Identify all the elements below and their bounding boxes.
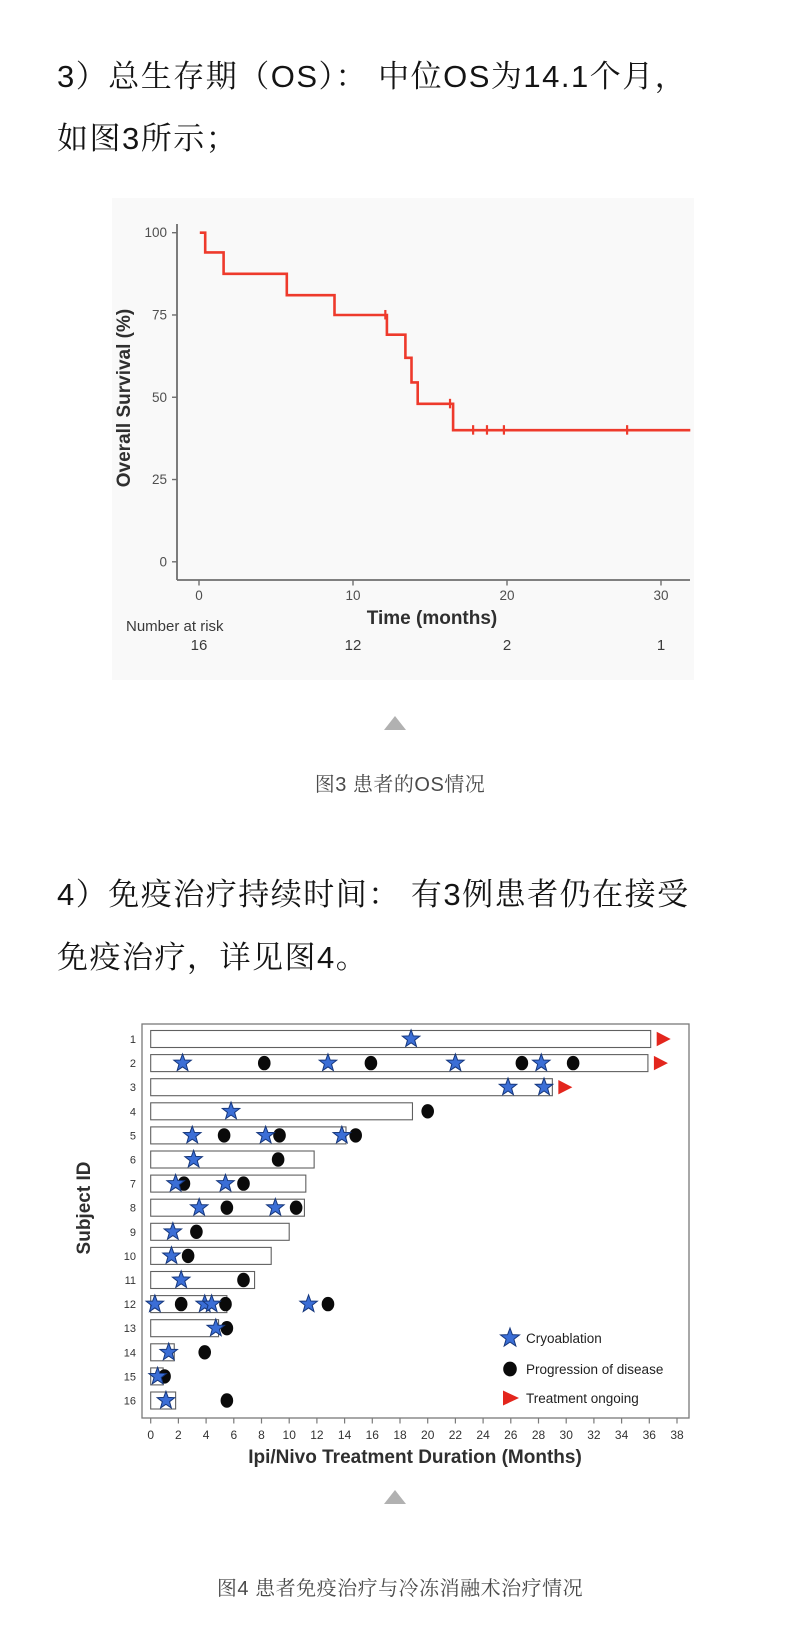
svg-text:Cryoablation: Cryoablation bbox=[526, 1331, 602, 1346]
svg-text:18: 18 bbox=[393, 1428, 407, 1442]
svg-text:8: 8 bbox=[129, 1202, 136, 1215]
svg-text:30: 30 bbox=[559, 1428, 573, 1442]
svg-text:28: 28 bbox=[531, 1428, 546, 1442]
svg-text:11: 11 bbox=[124, 1275, 136, 1287]
svg-text:15: 15 bbox=[123, 1371, 136, 1384]
svg-text:Progression of disease: Progression of disease bbox=[526, 1362, 664, 1377]
svg-text:6: 6 bbox=[230, 1428, 238, 1442]
svg-text:0: 0 bbox=[195, 588, 203, 603]
svg-text:4: 4 bbox=[129, 1106, 136, 1119]
svg-text:36: 36 bbox=[642, 1428, 656, 1442]
svg-text:20: 20 bbox=[499, 588, 515, 603]
paragraph-immuno-line1: 4）免疫治疗持续时间： 有3例患者仍在接受 bbox=[57, 877, 690, 912]
svg-text:30: 30 bbox=[653, 588, 669, 603]
svg-text:100: 100 bbox=[144, 225, 167, 241]
svg-text:2: 2 bbox=[175, 1428, 182, 1442]
svg-text:Treatment ongoing: Treatment ongoing bbox=[526, 1391, 639, 1406]
svg-text:3: 3 bbox=[129, 1082, 136, 1095]
svg-text:10: 10 bbox=[282, 1428, 296, 1442]
svg-text:38: 38 bbox=[670, 1428, 684, 1442]
svg-text:10: 10 bbox=[123, 1250, 136, 1263]
paragraph-os-line1: 3）总生存期（OS）： 中位OS为14.1个月， bbox=[57, 59, 688, 94]
paragraph-os-line2: 如图3所示； bbox=[57, 121, 239, 156]
svg-text:6: 6 bbox=[129, 1154, 136, 1167]
svg-text:8: 8 bbox=[258, 1428, 265, 1442]
svg-text:9: 9 bbox=[129, 1226, 136, 1239]
swimmer-chart bbox=[60, 990, 760, 1485]
svg-text:14: 14 bbox=[123, 1347, 136, 1360]
svg-text:2: 2 bbox=[129, 1058, 136, 1071]
svg-text:1: 1 bbox=[656, 637, 666, 654]
svg-text:10: 10 bbox=[345, 588, 361, 603]
svg-text:12: 12 bbox=[310, 1428, 324, 1442]
svg-text:16: 16 bbox=[365, 1428, 379, 1442]
svg-text:0: 0 bbox=[147, 1428, 155, 1442]
figure-swimmer-image bbox=[60, 990, 760, 1485]
svg-text:1: 1 bbox=[129, 1034, 136, 1046]
svg-text:20: 20 bbox=[421, 1428, 435, 1442]
svg-text:14: 14 bbox=[337, 1428, 352, 1442]
svg-text:4: 4 bbox=[202, 1428, 210, 1442]
svg-text:Overall Survival (%): Overall Survival (%) bbox=[114, 308, 135, 488]
figure3-caption: 图3 患者的OS情况 bbox=[314, 774, 486, 796]
svg-text:75: 75 bbox=[151, 307, 167, 323]
svg-text:32: 32 bbox=[587, 1428, 601, 1442]
svg-text:12: 12 bbox=[344, 637, 362, 654]
svg-text:24: 24 bbox=[476, 1428, 490, 1442]
svg-text:Time (months): Time (months) bbox=[366, 608, 498, 629]
svg-text:Ipi/Nivo Treatment Duration (M: Ipi/Nivo Treatment Duration (Months) bbox=[248, 1447, 582, 1468]
figure-os-km-image bbox=[112, 198, 694, 680]
svg-text:34: 34 bbox=[614, 1428, 629, 1442]
svg-text:0: 0 bbox=[159, 554, 167, 570]
svg-text:25: 25 bbox=[151, 472, 167, 488]
svg-text:7: 7 bbox=[129, 1178, 136, 1191]
svg-text:16: 16 bbox=[190, 637, 208, 654]
svg-text:Number at risk: Number at risk bbox=[126, 618, 224, 635]
svg-text:26: 26 bbox=[504, 1428, 518, 1442]
paragraph-immuno-line2: 免疫治疗，详见图4。 bbox=[57, 940, 369, 975]
os-km-chart bbox=[112, 198, 694, 680]
collapse-arrow-icon[interactable] bbox=[384, 716, 406, 730]
svg-text:22: 22 bbox=[448, 1428, 463, 1442]
svg-text:Subject ID: Subject ID bbox=[74, 1161, 95, 1255]
svg-text:16: 16 bbox=[123, 1395, 136, 1408]
svg-text:5: 5 bbox=[129, 1130, 136, 1143]
svg-text:13: 13 bbox=[123, 1323, 136, 1336]
svg-text:2: 2 bbox=[502, 637, 512, 654]
collapse-arrow-icon-2[interactable] bbox=[384, 1490, 406, 1504]
figure4-caption: 图4 患者免疫治疗与冷冻消融术治疗情况 bbox=[216, 1578, 584, 1600]
svg-text:50: 50 bbox=[151, 389, 167, 405]
svg-text:12: 12 bbox=[123, 1299, 136, 1312]
